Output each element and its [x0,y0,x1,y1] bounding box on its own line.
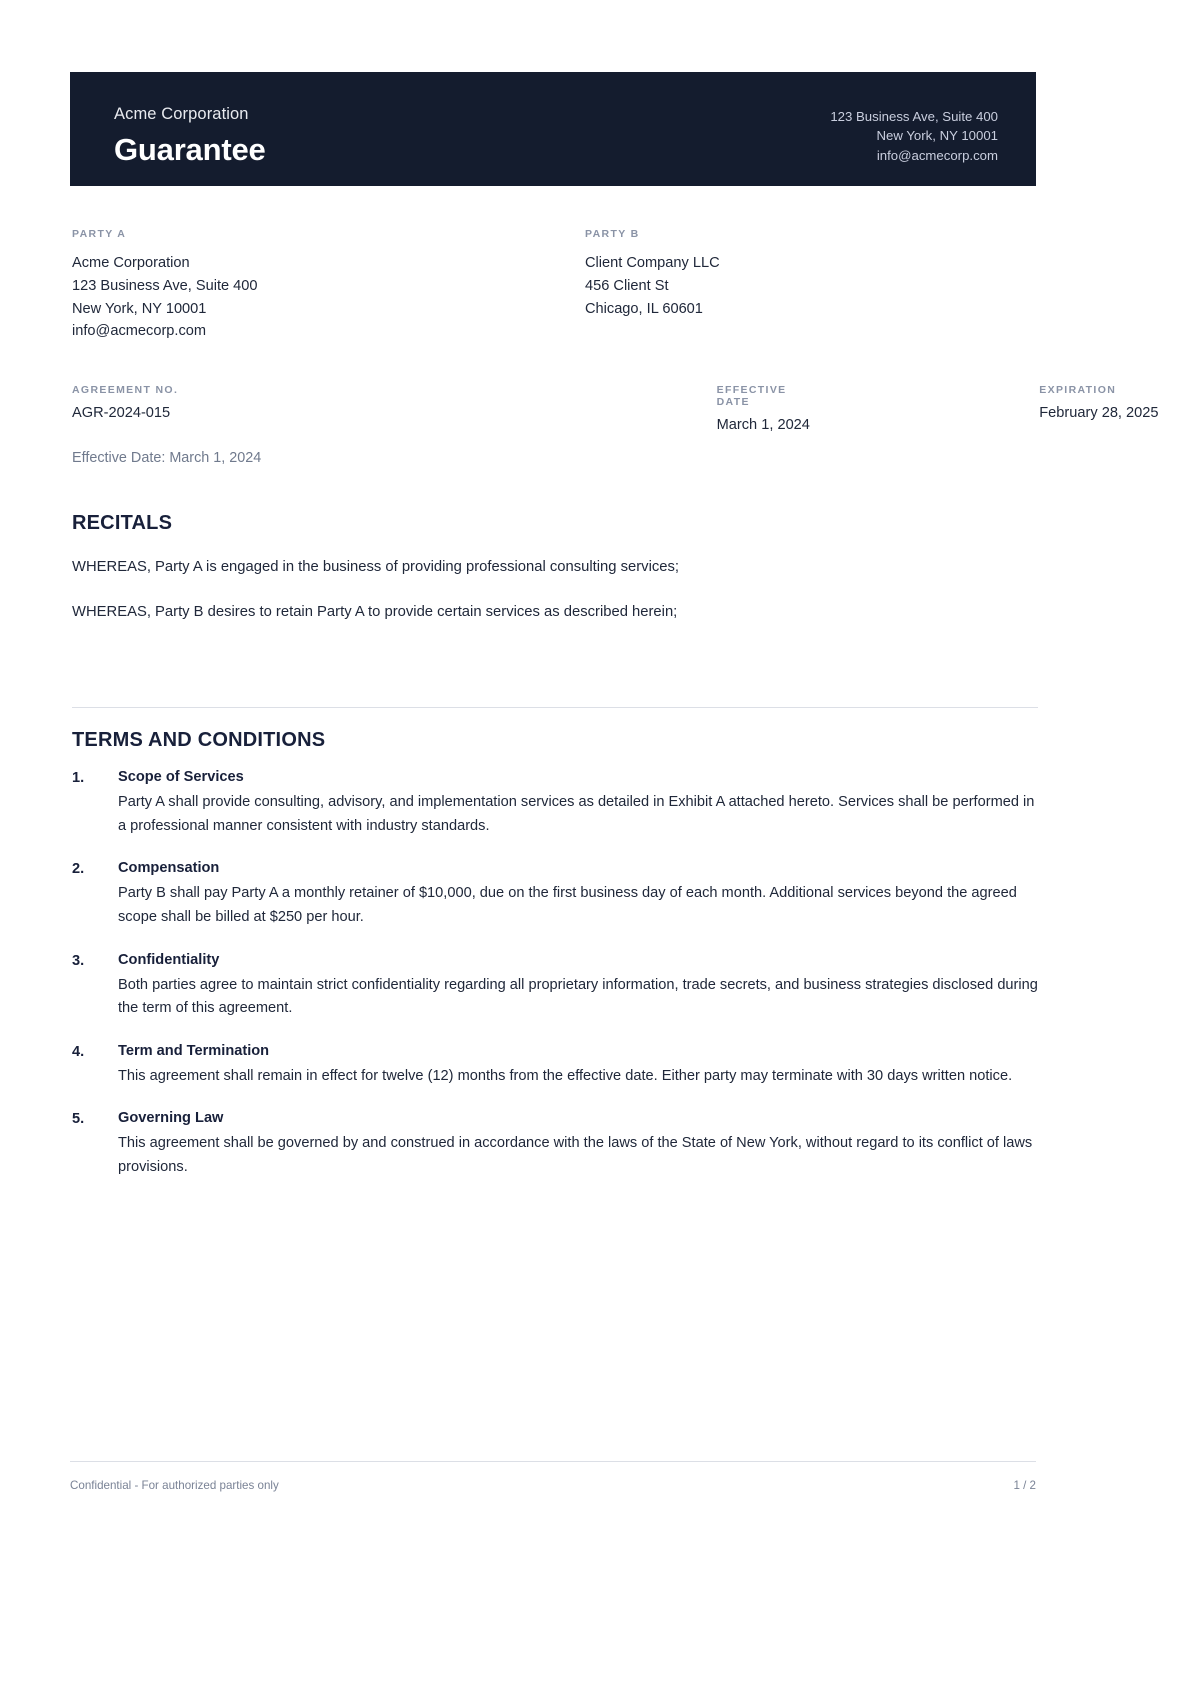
party-a-line: New York, NY 10001 [72,300,207,317]
clause-title: Governing Law [118,1110,224,1127]
company-name: Acme Corporation [114,105,249,123]
party-a-label: PARTY A [72,228,127,240]
meta-expiration [717,384,1159,433]
clause-item [72,1043,1040,1089]
meta-expiration-label: EXPIRATION [1039,384,1117,396]
clause-text: This agreement shall be governed by and construed in accordance with the laws of the State of New York, without regard to its conflict of laws provisions. [118,1135,1033,1176]
header-email: info@acmecorp.com [876,147,998,163]
clause-number: 2. [72,861,85,878]
clause-number: 5. [72,1111,85,1128]
recitals-heading: RECITALS [72,512,173,534]
clause-item [72,952,1040,1021]
clause-body [118,952,1040,1021]
meta-expiration-value: February 28, 2025 [1039,405,1159,421]
meta-effective-date-label: EFFECTIVE DATE [716,384,787,408]
clause-body [118,1110,1040,1179]
terms-clause-list [72,769,1040,1202]
party-a-line: info@acmecorp.com [72,323,207,340]
clause-body [118,860,1040,929]
clause-text: Party A shall provide consulting, advisory, and implementation services as detailed in Exhibit A attached hereto. Services shall be performed in a professional manner consistent with industry standards. [118,794,1035,834]
party-b-line: 456 Client St [585,277,669,294]
party-a-line: 123 Business Ave, Suite 400 [72,277,258,294]
party-b-label: PARTY B [585,228,640,240]
party-a-line: Acme Corporation [72,255,190,271]
clause-number: 1. [72,770,85,786]
clause-item [72,860,1040,929]
clause-number: 4. [72,1043,85,1060]
meta-agreement-no-label: AGREEMENT NO. [72,384,179,396]
clause-title: Term and Termination [118,1042,270,1059]
footer-confidentiality-notice: Confidential - For authorized parties only [70,1479,279,1492]
clause-item [72,1110,1040,1179]
document-footer [70,1479,1036,1492]
clause-title: Confidentiality [118,951,220,968]
clause-text: This agreement shall remain in effect for twelve (12) months from the effective date. Either party may terminate with 30 days written notice. [118,1067,1013,1084]
terms-heading: TERMS AND CONDITIONS [72,729,326,751]
clause-body [118,1043,1040,1089]
section-divider [72,707,1038,708]
header-left-block [114,104,266,170]
document-header [70,72,1036,186]
header-address-line2: New York, NY 10001 [876,128,998,144]
header-contact-block [830,104,998,165]
party-b-line: Client Company LLC [585,255,720,271]
clause-text: Party B shall pay Party A a monthly retainer of $10,000, due on the first business day of each month. Additional services beyond the agreed scope shall be billed at $250 per hour. [118,885,1017,925]
clause-title: Compensation [118,860,220,877]
parties-section [72,228,1040,343]
recital-paragraph: WHEREAS, Party B desires to retain Party A to provide certain services as described herein; [72,604,678,620]
footer-divider [70,1461,1036,1462]
clause-item [72,769,1040,838]
header-address-line1: 123 Business Ave, Suite 400 [830,109,998,124]
clause-body [118,769,1040,838]
clause-text: Both parties agree to maintain strict confidentiality regarding all proprietary information, trade secrets, and business strategies disclosed during the term of this agreement. [118,976,1038,1017]
page-title: Guarantee [114,132,266,168]
clause-number: 3. [72,952,85,969]
clause-title: Scope of Services [118,769,244,785]
meta-agreement-no-value: AGR-2024-015 [72,405,171,421]
party-b-block [556,228,1040,343]
agreement-meta-row [72,384,1159,433]
meta-effective-date-value: March 1, 2024 [716,417,810,433]
recital-paragraph: WHEREAS, Party A is engaged in the business of providing professional consulting services; [72,559,679,575]
meta-effective-date [395,384,810,433]
meta-agreement-no [72,384,395,433]
party-a-block [72,228,556,343]
effective-date-note: Effective Date: March 1, 2024 [72,450,262,466]
footer-page-number: 1 / 2 [1013,1479,1036,1492]
party-b-line: Chicago, IL 60601 [585,300,703,317]
